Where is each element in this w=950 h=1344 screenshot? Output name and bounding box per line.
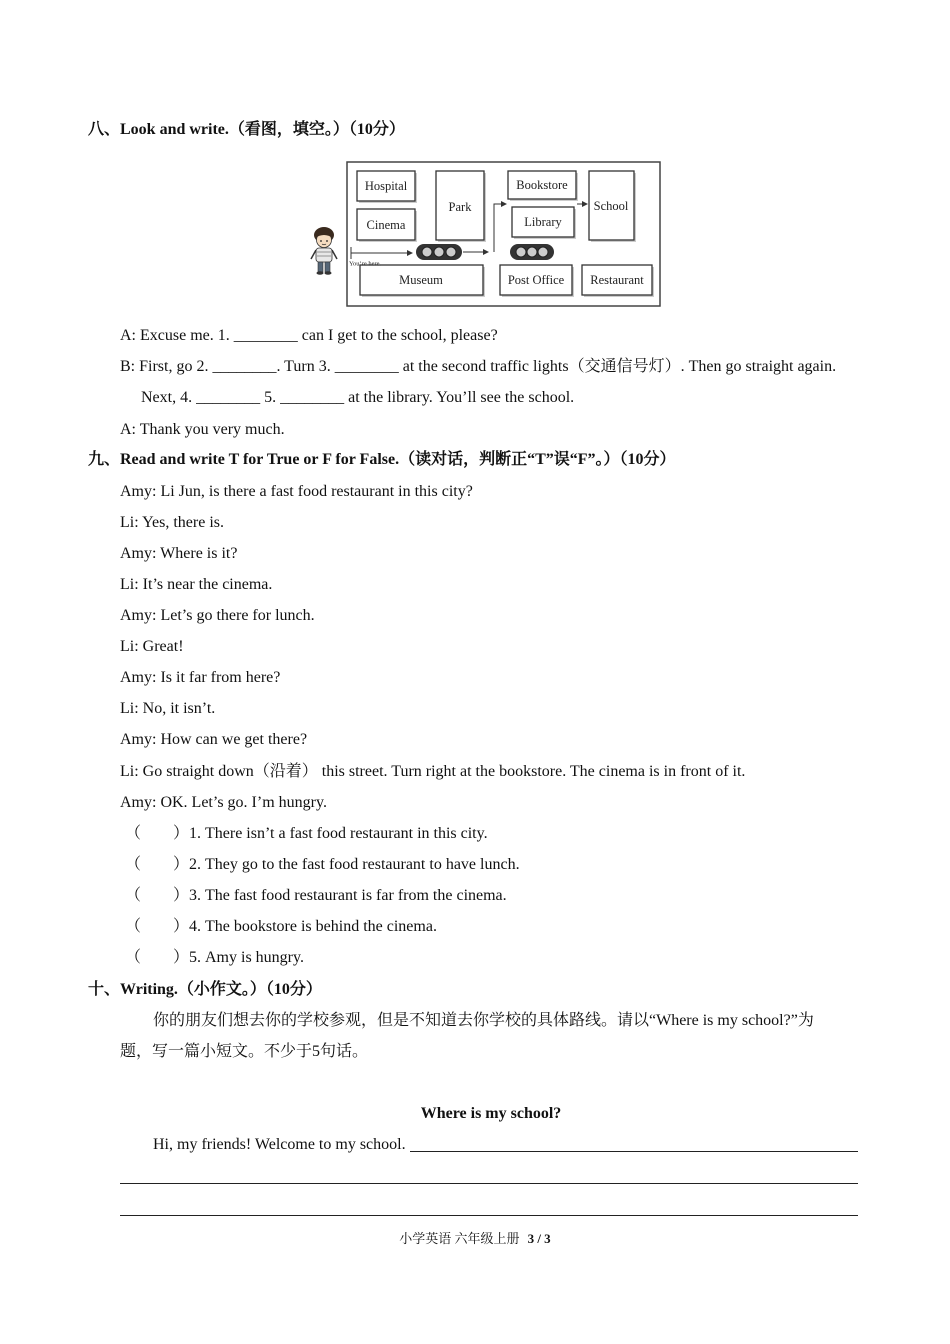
true-false-question: （ ）4. The bookstore is behind the cinema. <box>125 918 437 935</box>
essay-start-text: Hi, my friends! Welcome to my school. <box>153 1136 406 1153</box>
traffic-light-1 <box>416 244 462 260</box>
true-false-question: （ ）2. They go to the fast food restaurant to have lunch. <box>125 856 520 873</box>
route-arrow-3 <box>494 204 506 252</box>
bookstore-building <box>508 171 578 201</box>
library-building <box>512 207 576 239</box>
writing-instruction: 你的朋友们想去你的学校参观，但是不知道去你学校的具体路线。请以“Where is my school?”为 <box>153 1012 814 1029</box>
answer-blank <box>410 1135 858 1152</box>
dialog-8-line: A: Thank you very much. <box>120 421 285 438</box>
boy-figure <box>311 227 337 275</box>
dialog-9-line: Amy: Li Jun, is there a fast food restaurant in this city? <box>120 483 473 500</box>
traffic-light-2 <box>510 244 554 260</box>
true-false-question: （ ）1. There isn’t a fast food restaurant in this city. <box>125 825 488 842</box>
hospital-label: Hospital <box>364 179 408 193</box>
page-footer <box>0 1230 950 1248</box>
dialog-8-line: B: First, go 2. ________. Turn 3. ________ at the second traffic lights（交通信号灯）. Then go straight again. <box>120 358 837 375</box>
answer-line <box>120 1183 858 1184</box>
dialog-9-line: Li: No, it isn’t. <box>120 700 216 717</box>
section-9-heading: 九、Read and write T for True or F for False.（读对话，判断正“T”误“F”。）（10分） <box>88 451 676 468</box>
dialog-9-line: Li: Great! <box>120 638 184 655</box>
answer-line <box>120 1215 858 1216</box>
dialog-9-line: Amy: OK. Let’s go. I’m hungry. <box>120 794 327 811</box>
true-false-question: （ ）3. The fast food restaurant is far from the cinema. <box>125 887 507 904</box>
post-office-label: Post Office <box>507 273 565 287</box>
writing-instruction: 题，写一篇小短文。不少于5句话。 <box>120 1043 369 1060</box>
dialog-9-line: Amy: How can we get there? <box>120 731 308 748</box>
essay-first-line <box>153 1135 858 1155</box>
school-label: School <box>593 199 629 213</box>
page-number: 3 / 3 <box>527 1231 551 1246</box>
dialog-8-line: Next, 4. ________ 5. ________ at the library. You’ll see the school. <box>141 389 575 406</box>
true-false-question: （ ）5. Amy is hungry. <box>125 949 304 966</box>
cinema-building <box>357 209 417 242</box>
museum-building <box>360 265 485 297</box>
hospital-building <box>357 171 417 203</box>
dialog-9-line: Li: Go straight down（沿着） this street. Turn right at the bookstore. The cinema is in front of it. <box>120 763 746 780</box>
you-are-here-label: You’re here. <box>349 260 382 268</box>
dialog-9-line: Amy: Let’s go there for lunch. <box>120 607 315 624</box>
dialog-8-line: A: Excuse me. 1. ________ can I get to the school, please? <box>120 327 498 344</box>
post-office-building <box>500 265 574 297</box>
dialog-9-line: Li: Yes, there is. <box>120 514 224 531</box>
school-building <box>589 171 636 242</box>
cinema-label: Cinema <box>366 218 406 232</box>
section-8-heading: 八、Look and write.（看图，填空。）（10分） <box>88 121 405 138</box>
museum-label: Museum <box>399 273 443 287</box>
restaurant-building <box>582 265 654 297</box>
park-area <box>436 171 486 242</box>
route-map <box>300 155 665 310</box>
dialog-9-line: Amy: Is it far from here? <box>120 669 281 686</box>
essay-title: Where is my school? <box>420 1105 562 1122</box>
park-label: Park <box>448 200 472 214</box>
footer-subject: 小学英语 六年级上册 <box>399 1231 520 1246</box>
dialog-9-line: Amy: Where is it? <box>120 545 238 562</box>
restaurant-label: Restaurant <box>590 273 644 287</box>
library-label: Library <box>524 215 562 229</box>
bookstore-label: Bookstore <box>516 178 568 192</box>
section-10-heading: 十、Writing.（小作文。）（10分） <box>88 981 322 998</box>
dialog-9-line: Li: It’s near the cinema. <box>120 576 273 593</box>
